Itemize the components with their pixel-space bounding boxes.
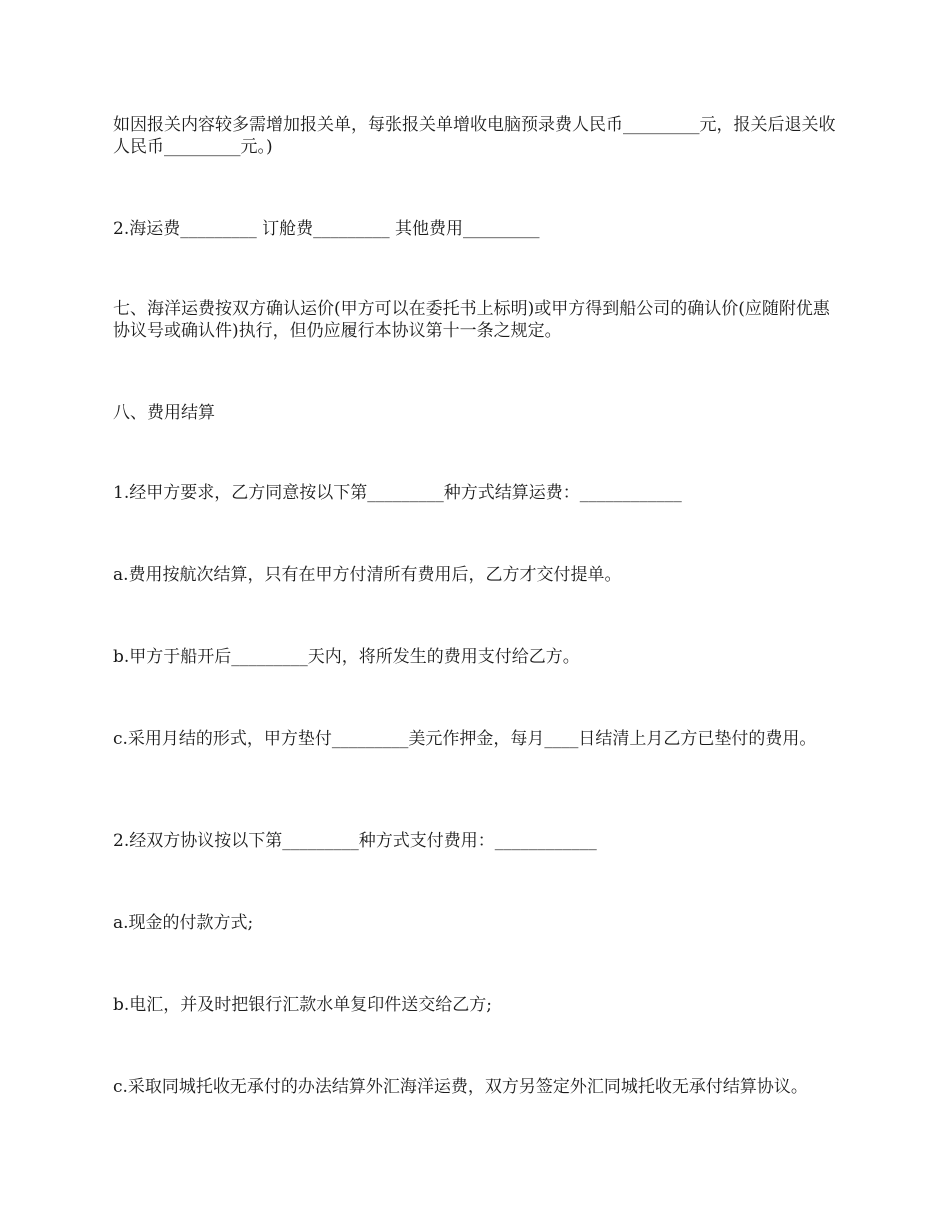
paragraph-settlement-1a: a.费用按航次结算，只有在甲方付清所有费用后，乙方才交付提单。 bbox=[113, 565, 622, 585]
paragraph-section-7: 七、海洋运费按双方确认运价(甲方可以在委托书上标明)或甲方得到船公司的确认价(应随附优惠协议号或确认件)执行，但仍应履行本协议第十一条之规定。 bbox=[113, 299, 830, 341]
paragraph-payment-2c: c.采取同城托收无承付的办法结算外汇海洋运费，双方另签定外汇同城托收无承付结算协议。 bbox=[113, 1077, 808, 1097]
section-heading-settlement: 八、费用结算 bbox=[113, 403, 215, 423]
paragraph-payment-2a: a.现金的付款方式; bbox=[113, 913, 254, 933]
paragraph-payment-2b: b.电汇，并及时把银行汇款水单复印件送交给乙方; bbox=[113, 995, 493, 1015]
paragraph-freight-fees: 2.海运费_________ 订舱费_________ 其他费用_________ bbox=[113, 219, 540, 239]
paragraph-customs-fees: 如因报关内容较多需增加报关单，每张报关单增收电脑预录费人民币_________元，报关后退关收人民币_________元。) bbox=[113, 115, 836, 157]
paragraph-payment-2: 2.经双方协议按以下第_________种方式支付费用：____________ bbox=[113, 831, 597, 851]
paragraph-settlement-1b: b.甲方于船开后_________天内，将所发生的费用支付给乙方。 bbox=[113, 647, 580, 667]
paragraph-settlement-1: 1.经甲方要求，乙方同意按以下第_________种方式结算运费：____________ bbox=[113, 483, 682, 503]
paragraph-settlement-1c: c.采用月结的形式，甲方垫付_________美元作押金，每月____日结清上月乙方已垫付的费用。 bbox=[113, 729, 817, 749]
